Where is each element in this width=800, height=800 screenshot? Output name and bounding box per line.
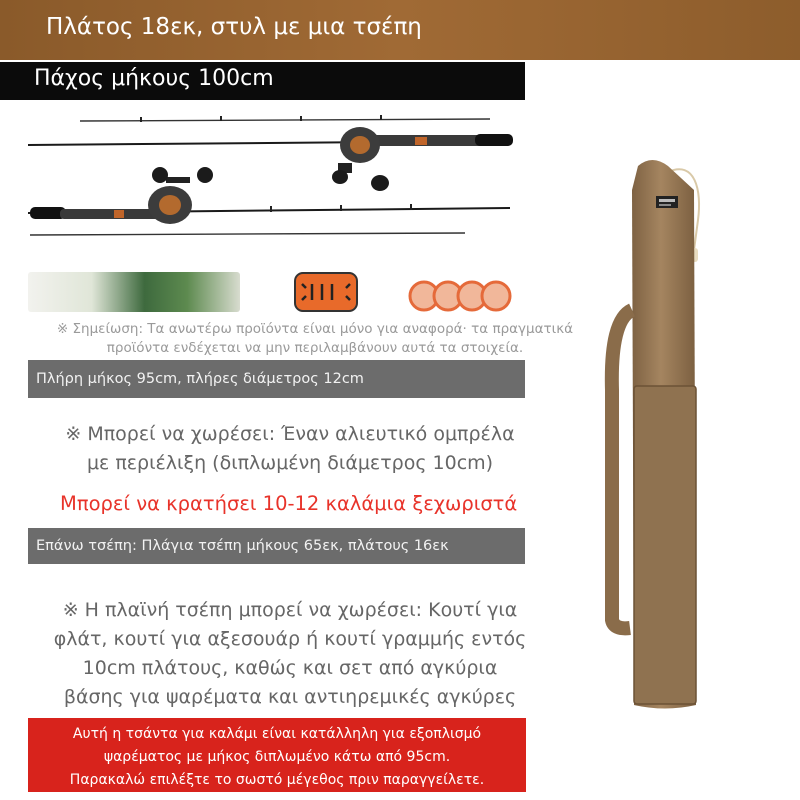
side-pocket-line-1: ※ Η πλαϊνή τσέπη μπορεί να χωρέσει: Κουτί για [62,599,518,621]
warning-line-3: Παρακαλώ επιλέξτε το σωστό μέγεθος πριν παραγγείλετε. [69,772,485,788]
baitcasting-reel-image [148,167,213,224]
rod-capacity-highlight: Μπορεί να κρατήσει 10-12 καλάμια ξεχωριστά [60,492,518,515]
note-line-1: ※ Σημείωση: Τα ανωτέρω προϊόντα είναι μόνο για αναφορά· τα πραγματικά [56,321,574,337]
spec-bar-pocket [28,528,525,564]
umbrella-line-1: ※ Μπορεί να χωρέσει: Έναν αλιευτικό ομπρέλα [65,423,515,445]
spec-bar-pocket-text: Επάνω τσέπη: Πλάγια τσέπη μήκους 65εκ, πλάτους 16εκ [36,538,449,554]
subheader-bar [0,62,525,100]
side-pocket-text [20,596,560,712]
rod-tip-line-2 [30,233,465,235]
rod-accent-2 [114,210,124,218]
note-line-2: προϊόντα ενδέχεται να μην περιλαμβάνουν αυτά τα στοιχεία. [106,340,524,356]
rod-accent-1 [415,137,427,145]
rod-handle-1 [370,135,490,146]
spec-bar-dimensions [28,360,525,398]
rod-grip-1 [475,134,513,146]
subheader-text: Πάχος μήκους 100cm [34,66,274,91]
warning-line-2: ψαρέματος με μήκος διπλωμένο κάτω από 95cm. [103,749,451,765]
line-spool-image [408,276,520,316]
side-pocket-line-3: 10cm πλάτους, καθώς και σετ από αγκύρια [82,657,498,679]
disclaimer-note [20,320,610,358]
accessory-box-image [28,272,240,312]
size-warning-box [28,718,526,792]
fishing-rod-image [20,105,520,245]
side-pocket [634,386,696,704]
side-pocket-line-4: βάσης για ψαρέματα και αντιηρεμικές αγκύρες [63,686,517,708]
header-banner [0,0,800,60]
shoulder-strap [612,310,632,628]
header-title: Πλάτος 18εκ, στυλ με μια τσέπη [46,14,422,40]
hook-holder-image [294,272,358,312]
rod-bag-image [590,150,730,720]
umbrella-line-2: με περιέλιξη (διπλωμένη διάμετρος 10cm) [86,452,494,474]
umbrella-capacity-text [20,420,560,478]
warning-line-1: Αυτή η τσάντα για καλάμι είναι κατάλληλη για εξοπλισμό [72,726,482,742]
side-pocket-line-2: φλάτ, κουτί για αξεσουάρ ή κουτί γραμμής εντός [53,628,527,650]
spec-bar-dimensions-text: Πλήρη μήκος 95cm, πλήρες διάμετρος 12cm [36,371,364,387]
